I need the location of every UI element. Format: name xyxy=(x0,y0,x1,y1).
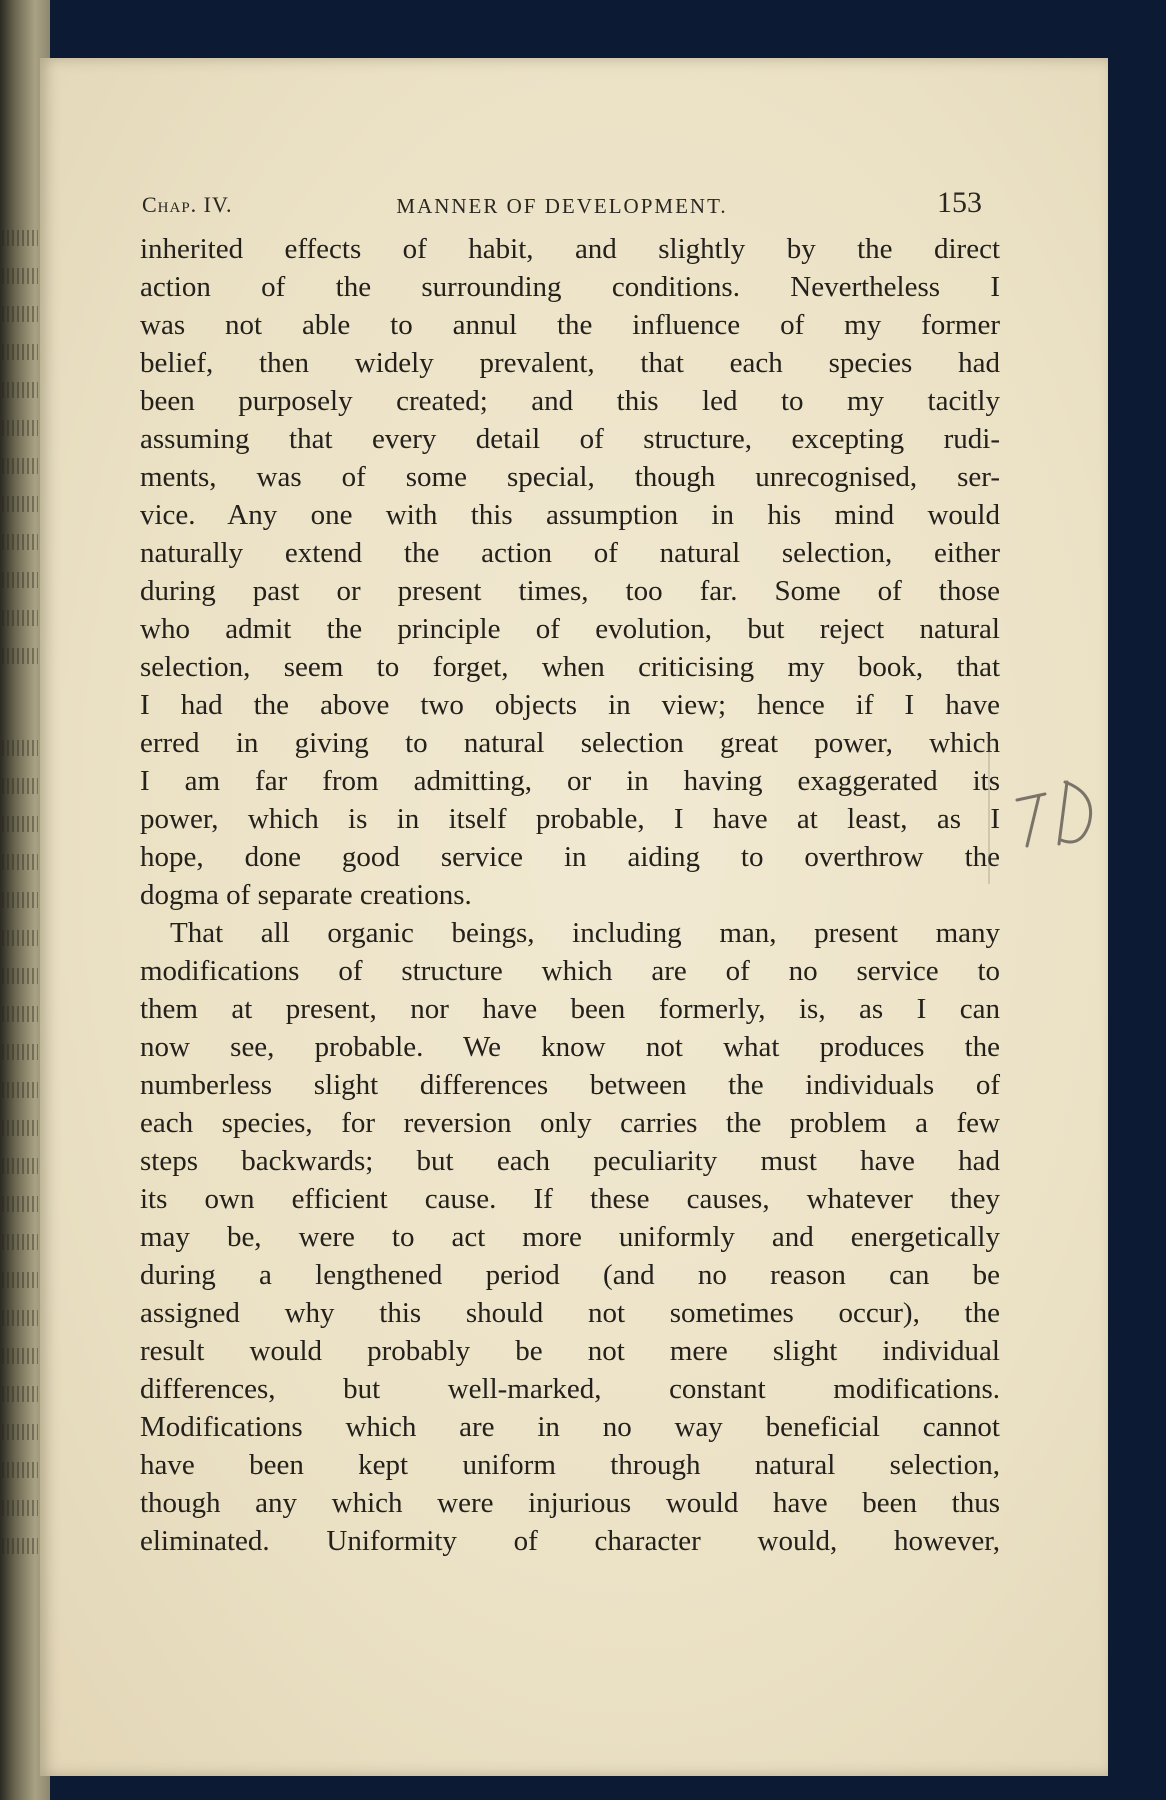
bleed-through-text xyxy=(2,1538,38,1554)
bleed-through-text xyxy=(2,1348,38,1364)
bleed-through-text xyxy=(2,930,38,946)
bleed-through-text xyxy=(2,306,38,322)
bleed-through-text xyxy=(2,1272,38,1288)
bleed-through-text xyxy=(2,1462,38,1478)
bleed-through-text xyxy=(2,1158,38,1174)
text-line: That all organic beings, including man, present many xyxy=(170,917,1000,949)
running-head xyxy=(142,186,992,226)
text-line: inherited effects of habit, and slightly by the direct xyxy=(140,233,1000,265)
bleed-through-text xyxy=(2,610,38,626)
bleed-through-text xyxy=(2,344,38,360)
bleed-through-text xyxy=(2,1500,38,1516)
bleed-through-text xyxy=(2,1424,38,1440)
bleed-through-text xyxy=(2,1234,38,1250)
page-number: 153 xyxy=(937,186,982,219)
text-line: now see, probable. We know not what produces the xyxy=(140,1031,1000,1063)
text-line: action of the surrounding conditions. Nevertheless I xyxy=(140,271,1000,303)
bleed-through-text xyxy=(2,892,38,908)
text-line: I had the above two objects in view; hence if I have xyxy=(140,689,1000,721)
bleed-through-text xyxy=(2,1082,38,1098)
text-line: selection, seem to forget, when criticising my book, that xyxy=(140,651,1000,683)
text-line: ments, was of some special, though unrecognised, ser- xyxy=(140,461,1000,493)
text-line: during a lengthened period (and no reason can be xyxy=(140,1259,1000,1291)
text-line: belief, then widely prevalent, that each species had xyxy=(140,347,1000,379)
text-line: may be, were to act more uniformly and energetically xyxy=(140,1221,1000,1253)
pencil-annotation-mark xyxy=(1005,764,1115,874)
text-line: during past or present times, too far. Some of those xyxy=(140,575,1000,607)
text-line: steps backwards; but each peculiarity must have had xyxy=(140,1145,1000,1177)
bleed-through-text xyxy=(2,648,38,664)
book-page xyxy=(40,58,1108,1776)
text-line: modifications of structure which are of no service to xyxy=(140,955,1000,987)
text-line: have been kept uniform through natural selection, xyxy=(140,1449,1000,1481)
text-line: Modifications which are in no way beneficial cannot xyxy=(140,1411,1000,1443)
chapter-label: Chap. IV. xyxy=(142,192,233,217)
bleed-through-text xyxy=(2,854,38,870)
text-line: each species, for reversion only carries the problem a few xyxy=(140,1107,1000,1139)
bleed-through-text xyxy=(2,496,38,512)
text-line: though any which were injurious would have been thus xyxy=(140,1487,1000,1519)
text-line: erred in giving to natural selection great power, which xyxy=(140,727,1000,759)
bleed-through-text xyxy=(2,1044,38,1060)
text-line: assigned why this should not sometimes occur), the xyxy=(140,1297,1000,1329)
bleed-through-text xyxy=(2,968,38,984)
text-line: vice. Any one with this assumption in his mind would xyxy=(140,499,1000,531)
text-line: its own efficient cause. If these causes, whatever they xyxy=(140,1183,1000,1215)
bleed-through-text xyxy=(2,382,38,398)
bleed-through-text xyxy=(2,778,38,794)
bleed-through-text xyxy=(2,1310,38,1326)
body-text xyxy=(140,230,1000,1560)
text-line: hope, done good service in aiding to overthrow the xyxy=(140,841,1000,873)
text-line: been purposely created; and this led to my tacitly xyxy=(140,385,1000,417)
bleed-through-text xyxy=(2,1120,38,1136)
text-line: naturally extend the action of natural selection, either xyxy=(140,537,1000,569)
text-line: result would probably be not mere slight individual xyxy=(140,1335,1000,1367)
bleed-through-text xyxy=(2,1006,38,1022)
text-line: differences, but well-marked, constant modifications. xyxy=(140,1373,1000,1405)
text-line: who admit the principle of evolution, but reject natural xyxy=(140,613,1000,645)
bleed-through-text xyxy=(2,534,38,550)
bleed-through-text xyxy=(2,1196,38,1212)
running-title: MANNER OF DEVELOPMENT. xyxy=(396,194,728,218)
text-line: numberless slight differences between the individuals of xyxy=(140,1069,1000,1101)
text-line: them at present, nor have been formerly, is, as I can xyxy=(140,993,1000,1025)
text-line: I am far from admitting, or in having exaggerated its xyxy=(140,765,1000,797)
bleed-through-text xyxy=(2,572,38,588)
margin-pencil-line xyxy=(988,734,990,884)
text-line: power, which is in itself probable, I have at least, as I xyxy=(140,803,1000,835)
bleed-through-text xyxy=(2,740,38,756)
text-line: dogma of separate creations. xyxy=(140,879,472,911)
bleed-through-text xyxy=(2,816,38,832)
bleed-through-text xyxy=(2,1386,38,1402)
bleed-through-text xyxy=(2,420,38,436)
bleed-through-text xyxy=(2,458,38,474)
bleed-through-text xyxy=(2,268,38,284)
bleed-through-text xyxy=(2,230,38,246)
text-line: eliminated. Uniformity of character would, however, xyxy=(140,1525,1000,1557)
text-line: assuming that every detail of structure, excepting rudi- xyxy=(140,423,1000,455)
text-line: was not able to annul the influence of my former xyxy=(140,309,1000,341)
